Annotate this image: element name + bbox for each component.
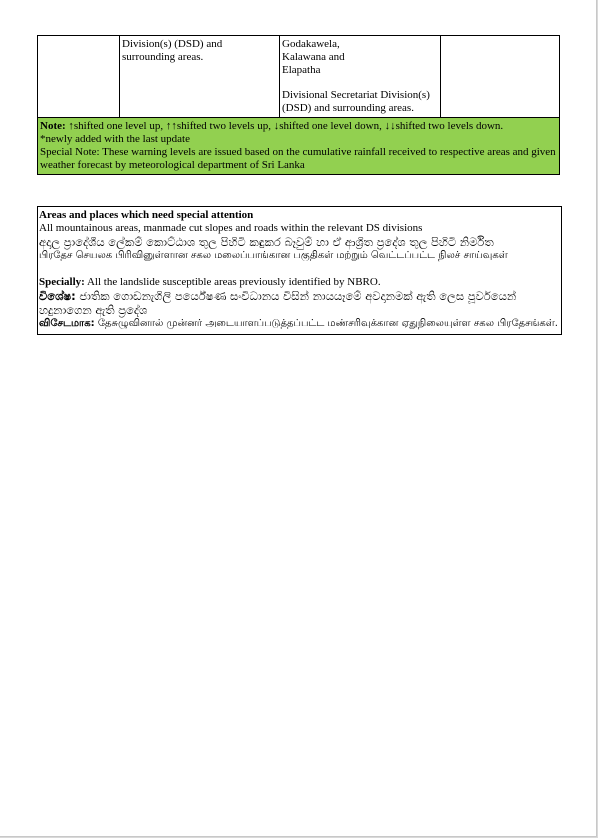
table-row: [38, 36, 560, 118]
new-update-text: *newly added with the last update: [40, 133, 190, 145]
special-attention-box: [37, 206, 562, 335]
specially-label: Specially:: [39, 276, 85, 288]
specially-line: [39, 276, 560, 289]
attention-tamil: பிரதேச செயலக பிரிவினுள்ளான சகல மலைப்பாங்கான பகுதிகள் மற்றும் வெட்டப்பட்ட நிலச் சாய்வுகள்: [39, 250, 508, 261]
warning-table: [37, 35, 560, 175]
sinhala-special-text: ජාතික ගොඩනැගිලි පර්යේෂණ සංවිධානය විසින් නායයෑමේ අවදානමක් ඇති ලෙස පූර්වයෙන් හදුනාගෙන ඇති ප්‍රදේශ: [39, 289, 517, 317]
attention-english: All mountainous areas, manmade cut slopes and roads within the relevant DS divisions: [39, 222, 423, 234]
place-line: Godakawela,: [282, 38, 340, 50]
division-text: Division(s) (DSD) and surrounding areas.: [122, 38, 223, 63]
note-cell: [38, 118, 560, 175]
table-cell-division: [120, 36, 280, 118]
tamil-special-label: விசேடமாக:: [39, 318, 95, 329]
note-row: [38, 118, 560, 175]
note-line: [40, 120, 557, 133]
attention-sinhala: අදාල ප්‍රාදේශීය ලේකම් කොට්ඨාශ තුල පිහිටි කඳුකර බෑවුම් හා ඒ ආශ්‍රිත ප්‍රදේශ තුල පිහිටි නිර්මිත: [39, 235, 494, 249]
sinhala-special-label: විශේෂ:: [39, 289, 76, 303]
tamil-special-line: [39, 317, 560, 331]
specially-text: All the landslide susceptible areas previously identified by NBRO.: [84, 276, 381, 288]
note-text: ↑shifted one level up, ↑↑shifted two levels up, ↓shifted one level down, ↓↓shifted two levels down.: [65, 120, 504, 132]
table-cell-places: [280, 36, 441, 118]
dsd-text: Divisional Secretariat Division(s) (DSD) and surrounding areas.: [282, 89, 430, 114]
note-label: Note:: [40, 120, 66, 132]
table-cell-empty: [38, 36, 120, 118]
table-cell-empty: [441, 36, 560, 118]
attention-heading: Areas and places which need special attention: [39, 209, 254, 221]
special-note-text: Special Note: These warning levels are issued based on the cumulative rainfall received to respective areas and given weather forecast by meteorological department of Sri Lanka: [40, 146, 556, 171]
spacer: [39, 263, 560, 276]
place-line: Kalawana and: [282, 51, 345, 63]
spacer: [282, 77, 438, 89]
place-line: Elapatha: [282, 64, 321, 76]
tamil-special-text: தேசுழுவினால் முன்னர் அடையாளப்படுத்தப்பட்ட மண்சரிவுக்கான ஏதுநிலையுள்ள சகல பிரதேசங்கள்.: [94, 318, 558, 329]
sinhala-special-line: [39, 289, 560, 317]
